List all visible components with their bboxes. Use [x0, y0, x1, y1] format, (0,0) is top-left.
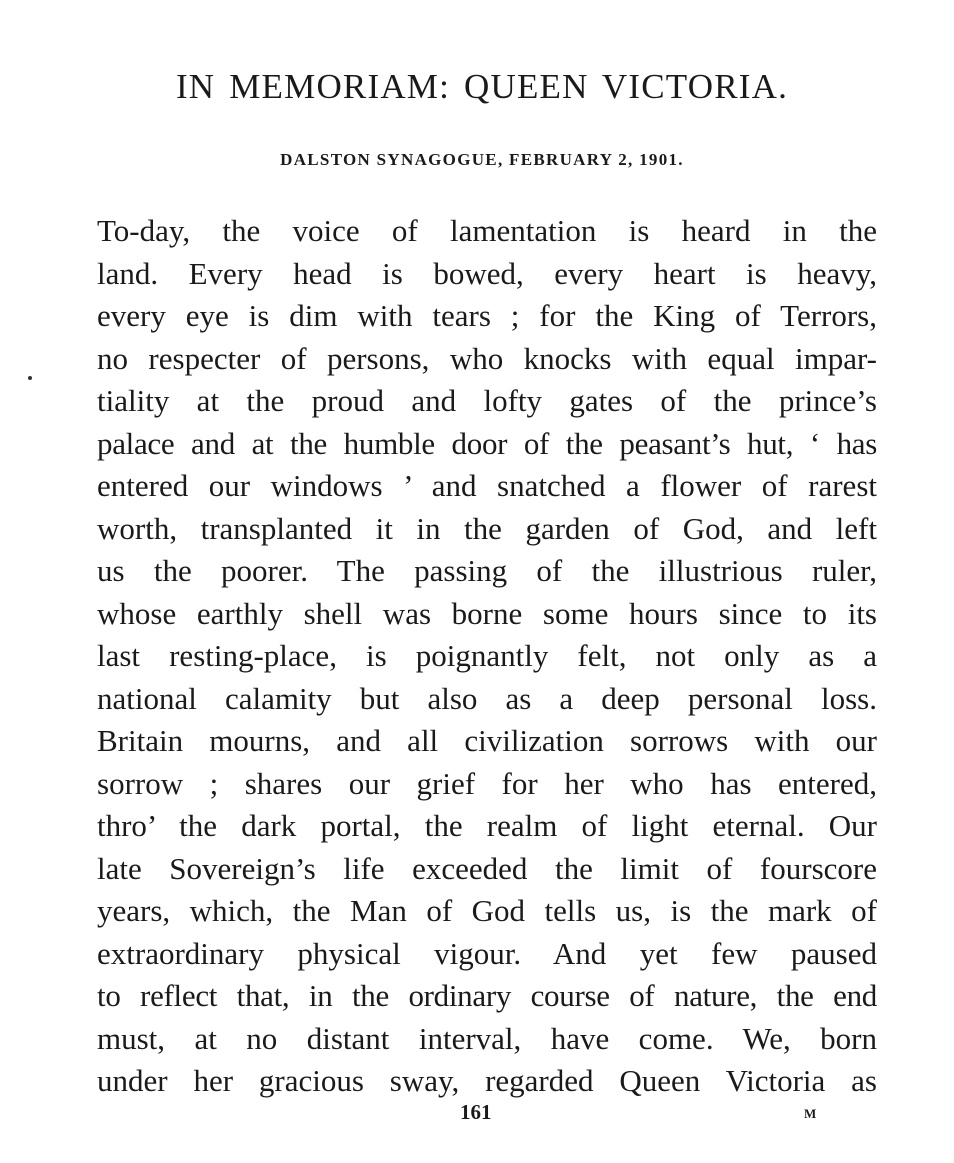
text-line: entered our windows ’ and snatched a flower of rarest — [97, 468, 877, 503]
page-subtitle: DALSTON SYNAGOGUE, FEBRUARY 2, 1901. — [280, 150, 684, 169]
text-line: years, which, the Man of God tells us, is the mark of — [97, 893, 877, 928]
page-title: IN MEMORIAM: QUEEN VICTORIA. — [175, 67, 789, 106]
text-line: under her gracious sway, regarded Queen Victoria as — [97, 1063, 877, 1098]
text-line: tiality at the proud and lofty gates of the prince’s — [97, 383, 877, 418]
text-line: no respecter of persons, who knocks with equal impar- — [97, 340, 877, 376]
text-line: us the poorer. The passing of the illustrious ruler, — [97, 553, 877, 588]
text-line: palace and at the humble door of the peasant’s hut, ‘ has — [97, 425, 877, 461]
text-line: thro’ the dark portal, the realm of light eternal. Our — [97, 808, 877, 843]
page-number: 161 — [460, 1100, 492, 1124]
text-line: To-day, the voice of lamentation is heard in the — [97, 213, 877, 248]
text-line: whose earthly shell was borne some hours since to its — [97, 595, 877, 631]
text-line: extraordinary physical vigour. And yet few paused — [97, 935, 877, 971]
text-line: late Sovereign’s life exceeded the limit of fourscore — [97, 850, 877, 886]
text-line: must, at no distant interval, have come. We, born — [97, 1020, 877, 1056]
text-line: last resting-place, is poignantly felt, not only as a — [97, 638, 877, 673]
print-speck — [28, 376, 32, 380]
body-paragraph — [97, 210, 877, 1103]
text-line: land. Every head is bowed, every heart is heavy, — [97, 255, 877, 291]
text-line: every eye is dim with tears ; for the King of Terrors, — [97, 298, 877, 333]
text-line: Britain mourns, and all civilization sorrows with our — [97, 723, 877, 758]
text-line: sorrow ; shares our grief for her who has entered, — [97, 765, 877, 801]
text-line: worth, transplanted it in the garden of God, and left — [97, 510, 877, 546]
text-line: to reflect that, in the ordinary course of nature, the end — [97, 978, 877, 1013]
text-line: national calamity but also as a deep personal loss. — [97, 680, 877, 716]
signature-mark: M — [804, 1106, 817, 1121]
